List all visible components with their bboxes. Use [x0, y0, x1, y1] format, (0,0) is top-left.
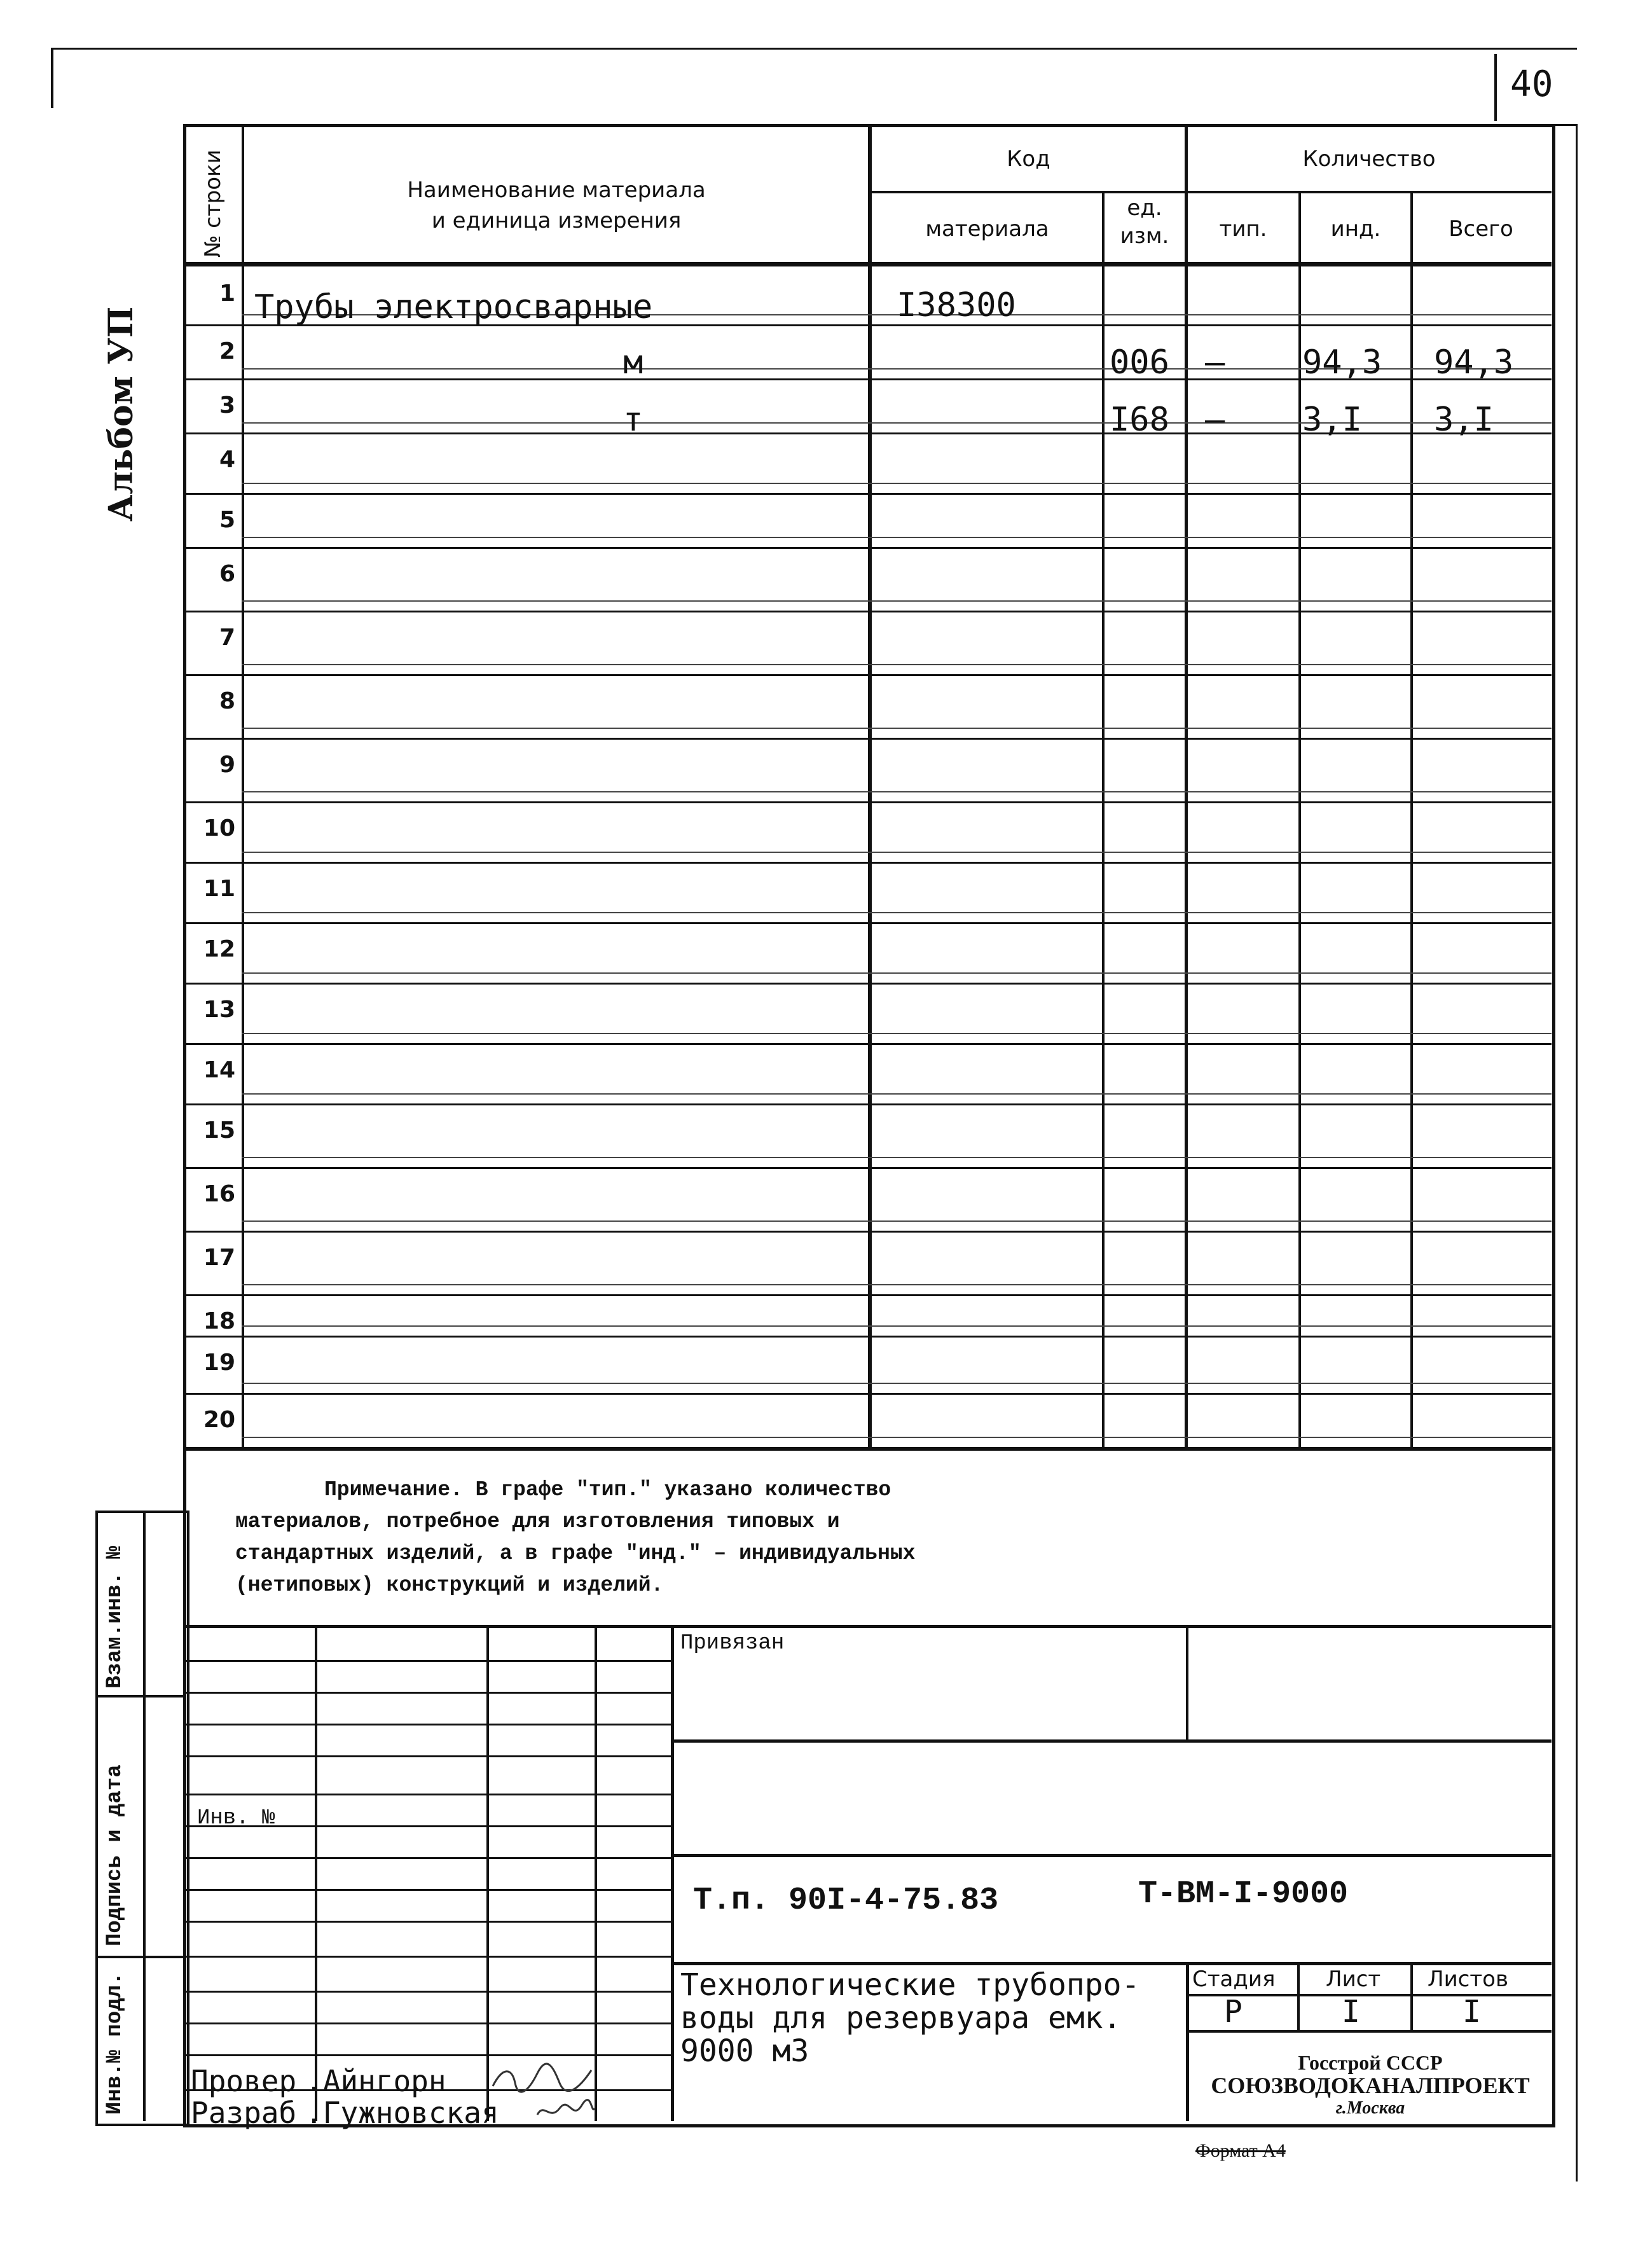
stamp-grid-line: [184, 2022, 672, 2024]
title-line-1: Технологические трубопро-: [680, 1967, 1140, 2003]
header-qty-typ: тип.: [1219, 216, 1267, 242]
row-line: [184, 547, 1552, 549]
stamp-grid-line: [184, 1724, 672, 1725]
row2-ind: 94,3: [1302, 343, 1382, 382]
row-number: 3: [219, 392, 235, 418]
row-line: [184, 1231, 1552, 1233]
stamp-line-stage-val: [1186, 2030, 1552, 2033]
page-left-border: [51, 48, 53, 108]
org-block: [1189, 2051, 1552, 2120]
header-code-material: материала: [925, 216, 1049, 242]
col-line-rowno: [242, 124, 244, 1447]
stamp-top-line: [184, 1625, 1552, 1628]
row-subline: [242, 728, 1552, 729]
row-subline: [242, 1284, 1552, 1285]
sheet-value: I: [1342, 1994, 1360, 2029]
sheets-value: I: [1463, 1994, 1481, 2029]
row-line: [184, 674, 1552, 676]
row-number: 9: [219, 752, 235, 778]
right-border-outer: [1576, 124, 1578, 2181]
row-subline: [242, 1325, 1552, 1327]
row-number: 12: [203, 936, 235, 962]
header-code-unit: ед. изм.: [1120, 195, 1169, 249]
row-number: 11: [203, 876, 235, 902]
col-line-unit: [1185, 124, 1188, 1447]
stamp-col-c: [595, 1625, 597, 2121]
row-number: 10: [203, 815, 235, 841]
org-line-3: г.Москва: [1335, 2098, 1405, 2118]
row-subline: [242, 852, 1552, 853]
row-line: [184, 922, 1552, 924]
side-label-vzam: Взам.инв. №: [103, 1545, 127, 1689]
row-number: 16: [203, 1181, 235, 1207]
signature-razrab: [534, 2096, 598, 2127]
row-line: [184, 1393, 1552, 1395]
stamp-grid-line: [184, 2054, 672, 2056]
row-subline: [242, 1157, 1552, 1158]
row3-ind: 3,I: [1302, 401, 1362, 439]
header-sub-line: [868, 191, 1552, 193]
format-label: Формат А4: [1195, 2140, 1286, 2161]
side-strip-line-1: [95, 1695, 184, 1697]
row-line: [184, 1043, 1552, 1045]
top-border-ext: [1549, 124, 1578, 126]
row-line: [184, 983, 1552, 985]
org-line-2: СОЮЗВОДОКАНАЛПРОЕКТ: [1211, 2073, 1530, 2098]
note-line-4: (нетиповых) конструкций и изделий.: [235, 1573, 664, 1597]
stage-label: Стадия: [1192, 1967, 1276, 1992]
row3-unit-code: I68: [1110, 401, 1169, 439]
header-row-no: № строки: [200, 149, 226, 258]
sheet-label: Лист: [1326, 1967, 1381, 1992]
row2-typ: –: [1205, 343, 1225, 382]
header-qty-ind: инд.: [1330, 216, 1381, 242]
row2-name: м: [623, 343, 644, 382]
prover-name: .Айнгорн: [305, 2064, 446, 2098]
row3-typ: –: [1205, 401, 1225, 439]
stamp-col-d: [671, 1625, 674, 2121]
row-number: 8: [219, 688, 235, 714]
row-subline: [242, 537, 1552, 538]
row-subline: [242, 483, 1552, 484]
side-strip-divider: [143, 1511, 146, 2121]
stamp-grid-line: [184, 1794, 672, 1795]
row-subline: [242, 791, 1552, 792]
row-subline: [242, 972, 1552, 974]
table-bottom-line: [184, 1447, 1552, 1451]
row-number: 20: [203, 1407, 235, 1433]
row-line: [184, 801, 1552, 803]
row-number: 2: [219, 338, 235, 364]
inv-no-label: Инв. №: [197, 1806, 275, 1830]
stamp-grid-line: [184, 1921, 672, 1923]
row-line: [184, 493, 1552, 495]
title-block: [680, 1968, 1139, 2068]
note-line-3: стандартных изделий, а в графе "инд." – индивидуальных: [235, 1542, 916, 1565]
stamp-grid-line: [184, 1857, 672, 1859]
header-code: Код: [1007, 146, 1050, 172]
row-line: [184, 862, 1552, 864]
doc-code: Т.п. 90I-4-75.83: [693, 1883, 999, 1919]
stamp-line-privyazan: [671, 1739, 1552, 1743]
stamp-col-b: [486, 1625, 489, 2121]
org-line-1: Госстрой СССР: [1298, 2051, 1443, 2074]
razrab-role: Разраб: [191, 2096, 297, 2130]
sheet-code: Т-ВМ-I-9000: [1138, 1876, 1349, 1912]
row-number: 17: [203, 1245, 235, 1271]
row-subline: [242, 664, 1552, 665]
row-subline: [242, 1093, 1552, 1095]
signature-prover: [490, 2061, 598, 2099]
row-number: 4: [219, 446, 235, 473]
row-subline: [242, 912, 1552, 913]
header-qty-total: Всего: [1449, 216, 1513, 242]
stamp-grid-line: [184, 1991, 672, 1993]
row2-total: 94,3: [1434, 343, 1514, 382]
razrab-name: .Гужновская: [305, 2096, 499, 2130]
album-label: Альбом УП: [102, 306, 141, 522]
note-block: [235, 1474, 1443, 1601]
title-line-2: воды для резервуара емк.: [680, 2000, 1122, 2036]
stamp-grid-line: [184, 1660, 672, 1662]
row-number: 5: [219, 507, 235, 533]
row-subline: [242, 600, 1552, 602]
row-number: 6: [219, 561, 235, 587]
row-subline: [242, 1437, 1552, 1438]
note-line-2: материалов, потребное для изготовления типовых и: [235, 1510, 840, 1533]
row-line: [184, 1167, 1552, 1169]
row-number: 7: [219, 625, 235, 651]
col-line-name: [868, 124, 872, 1447]
row3-total: 3,I: [1434, 401, 1494, 439]
side-label-podpis: Подпись и дата: [103, 1764, 127, 1946]
privyazan-label: Привязан: [680, 1631, 785, 1656]
row-line: [184, 1103, 1552, 1105]
side-strip-line-2: [95, 1956, 184, 1958]
stamp-grid-line: [184, 1956, 672, 1958]
title-line-3: 9000 м3: [680, 2033, 809, 2069]
row-subline: [242, 1383, 1552, 1384]
note-line-1: Примечание. В графе "тип." указано количество: [324, 1478, 891, 1502]
stamp-line-code: [671, 1854, 1552, 1857]
stamp-col-a: [315, 1625, 317, 2121]
row-subline: [242, 1220, 1552, 1222]
side-label-inv-podl: Инв.№ подл.: [103, 1972, 127, 2115]
row-number: 19: [203, 1350, 235, 1376]
row-subline: [242, 1033, 1552, 1034]
row-line: [184, 738, 1552, 740]
row3-name: т: [623, 401, 644, 439]
row-line: [184, 611, 1552, 612]
row2-unit-code: 006: [1110, 343, 1169, 382]
row1-name: Трубы электросварные: [254, 288, 653, 326]
row-number: 15: [203, 1117, 235, 1144]
prover-role: Провер: [191, 2064, 297, 2098]
sheets-label: Листов: [1428, 1967, 1509, 1992]
row-number: 18: [203, 1308, 235, 1334]
row-line: [184, 1336, 1552, 1338]
stamp-grid-line: [184, 1889, 672, 1891]
stamp-col-stage: [1297, 1962, 1300, 2032]
stamp-line-title: [671, 1962, 1552, 1965]
row-line: [184, 1294, 1552, 1296]
stage-value: Р: [1224, 1994, 1242, 2029]
page-number-box-left: [1494, 54, 1497, 121]
row-number: 14: [203, 1057, 235, 1083]
stamp-grid-line: [184, 1692, 672, 1694]
page-top-border: [51, 48, 1577, 50]
stamp-grid-line: [184, 1755, 672, 1757]
header-name: Наименование материала и единица измерения: [407, 177, 706, 233]
stamp-col-sheet: [1410, 1962, 1413, 2032]
header-qty: Количество: [1302, 146, 1436, 172]
row-number: 1: [219, 280, 235, 307]
page-number: 40: [1510, 64, 1553, 105]
stamp-col-e: [1186, 1625, 1188, 1743]
row-number: 13: [203, 997, 235, 1023]
row1-material-code: I38300: [897, 286, 1016, 324]
